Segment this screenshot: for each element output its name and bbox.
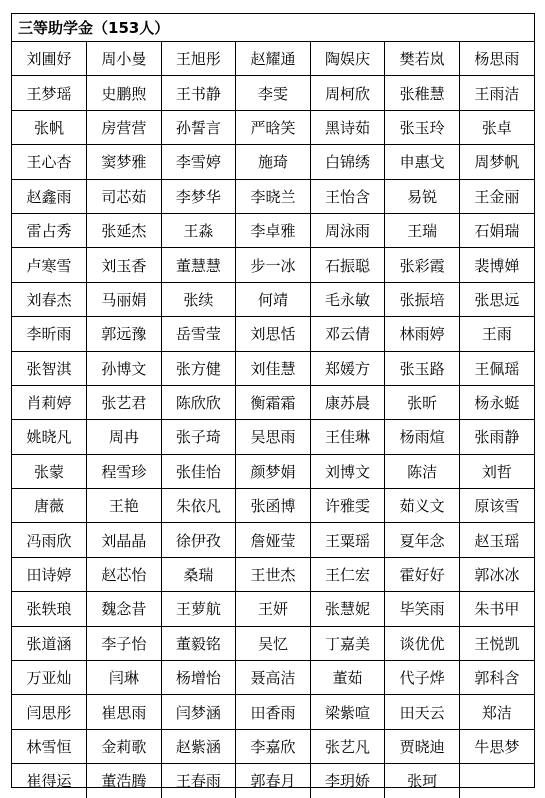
- name-cell: 赵芯怡: [87, 557, 162, 591]
- name-cell: 郑媛方: [310, 351, 385, 385]
- name-cell: 许雅雯: [310, 489, 385, 523]
- table-row: [12, 420, 534, 454]
- name-cell: 董毅铭: [161, 626, 236, 660]
- name-cell: 郭冰冰: [459, 557, 534, 591]
- name-cell: 谈优优: [385, 626, 460, 660]
- name-cell: 杨永蜓: [459, 385, 534, 419]
- table-row: [12, 592, 534, 626]
- name-cell: [459, 764, 534, 798]
- name-cell: 肖莉婷: [12, 385, 87, 419]
- table-row: [12, 661, 534, 695]
- name-cell: 霍好好: [385, 557, 460, 591]
- name-cell: 周小曼: [87, 42, 162, 76]
- name-cell: 万亚灿: [12, 661, 87, 695]
- table-row: [12, 729, 534, 763]
- name-cell: 夏年念: [385, 523, 460, 557]
- name-cell: 张卓: [459, 110, 534, 144]
- name-cell: 王萝航: [161, 592, 236, 626]
- name-cell: 李雯: [236, 76, 311, 110]
- table-row: [12, 282, 534, 316]
- name-cell: 石振聪: [310, 248, 385, 282]
- name-cell: 刘哲: [459, 454, 534, 488]
- name-cell: 李卓雅: [236, 213, 311, 247]
- name-cell: 司芯茹: [87, 179, 162, 213]
- name-cell: 李雪婷: [161, 145, 236, 179]
- name-cell: 丁嘉美: [310, 626, 385, 660]
- name-cell: 桑瑞: [161, 557, 236, 591]
- name-cell: 樊若岚: [385, 42, 460, 76]
- name-cell: 衡霜霜: [236, 385, 311, 419]
- name-cell: 刘佳慧: [236, 351, 311, 385]
- name-cell: 张轶琅: [12, 592, 87, 626]
- name-cell: 张函博: [236, 489, 311, 523]
- name-cell: 张子琦: [161, 420, 236, 454]
- name-cell: 岳雪莹: [161, 317, 236, 351]
- table-row: [12, 695, 534, 729]
- name-cell: 周梦帆: [459, 145, 534, 179]
- name-cell: 林雨婷: [385, 317, 460, 351]
- name-cell: 陈洁: [385, 454, 460, 488]
- name-cell: 杨增怡: [161, 661, 236, 695]
- award-list-table: [11, 13, 535, 791]
- name-cell: 王淼: [161, 213, 236, 247]
- table-row: [12, 213, 534, 247]
- name-cell: 梁紫喧: [310, 695, 385, 729]
- name-cell: 李子怡: [87, 626, 162, 660]
- name-cell: 崔思雨: [87, 695, 162, 729]
- name-cell: 陶娱庆: [310, 42, 385, 76]
- name-cell: 赵鑫雨: [12, 179, 87, 213]
- name-cell: 颜梦娟: [236, 454, 311, 488]
- name-cell: 王春雨: [161, 764, 236, 798]
- name-cell: 张蒙: [12, 454, 87, 488]
- name-cell: 唐薇: [12, 489, 87, 523]
- table-row: [12, 385, 534, 419]
- name-cell: 李晓兰: [236, 179, 311, 213]
- name-cell: 王雨: [459, 317, 534, 351]
- table-row: [12, 351, 534, 385]
- name-cell: 王雨洁: [459, 76, 534, 110]
- name-cell: 何靖: [236, 282, 311, 316]
- name-cell: 刘圃妤: [12, 42, 87, 76]
- table-row: [12, 42, 534, 76]
- name-cell: 王佩瑶: [459, 351, 534, 385]
- name-cell: 张稚慧: [385, 76, 460, 110]
- name-cell: 张慧妮: [310, 592, 385, 626]
- name-cell: 黑诗茹: [310, 110, 385, 144]
- name-cell: 张续: [161, 282, 236, 316]
- name-cell: 崔得运: [12, 764, 87, 798]
- table-row: [12, 110, 534, 144]
- name-cell: 闫思彤: [12, 695, 87, 729]
- name-cell: 王心杏: [12, 145, 87, 179]
- name-cell: 张艺君: [87, 385, 162, 419]
- name-cell: 周冉: [87, 420, 162, 454]
- table-title: 三等助学金（153人）: [12, 14, 534, 42]
- name-cell: 刘玉香: [87, 248, 162, 282]
- name-cell: 代子烨: [385, 661, 460, 695]
- name-cell: 杨雨煊: [385, 420, 460, 454]
- name-cell: 康苏晨: [310, 385, 385, 419]
- name-cell: 张玉路: [385, 351, 460, 385]
- name-cell: 詹娅莹: [236, 523, 311, 557]
- name-cell: 王瑞: [385, 213, 460, 247]
- name-cell: 孙誓言: [161, 110, 236, 144]
- table-row: [12, 179, 534, 213]
- name-cell: 王仁宏: [310, 557, 385, 591]
- table-row: [12, 489, 534, 523]
- name-cell: 田天云: [385, 695, 460, 729]
- name-cell: 周柯欣: [310, 76, 385, 110]
- name-cell: 金莉歌: [87, 729, 162, 763]
- name-cell: 程雪珍: [87, 454, 162, 488]
- name-cell: 房营营: [87, 110, 162, 144]
- name-cell: 步一冰: [236, 248, 311, 282]
- name-cell: 吴忆: [236, 626, 311, 660]
- name-cell: 魏念昔: [87, 592, 162, 626]
- name-cell: 雷占秀: [12, 213, 87, 247]
- names-grid: [12, 42, 534, 798]
- name-cell: 朱书甲: [459, 592, 534, 626]
- name-cell: 刘博文: [310, 454, 385, 488]
- name-cell: 毕笑雨: [385, 592, 460, 626]
- name-cell: 董慧慧: [161, 248, 236, 282]
- name-cell: 易锐: [385, 179, 460, 213]
- name-cell: 申惠戈: [385, 145, 460, 179]
- name-cell: 李梦华: [161, 179, 236, 213]
- name-cell: 张延杰: [87, 213, 162, 247]
- name-cell: 赵耀通: [236, 42, 311, 76]
- name-cell: 张道涵: [12, 626, 87, 660]
- name-cell: 张雨静: [459, 420, 534, 454]
- name-cell: 王妍: [236, 592, 311, 626]
- name-cell: 郑洁: [459, 695, 534, 729]
- name-cell: 闫梦涵: [161, 695, 236, 729]
- name-cell: 吴思雨: [236, 420, 311, 454]
- name-cell: 姚晓凡: [12, 420, 87, 454]
- name-cell: 董茹: [310, 661, 385, 695]
- name-cell: 张方健: [161, 351, 236, 385]
- name-cell: 严晗笑: [236, 110, 311, 144]
- name-cell: 王艳: [87, 489, 162, 523]
- name-cell: 陈欣欣: [161, 385, 236, 419]
- table-row: [12, 454, 534, 488]
- name-cell: 郭远豫: [87, 317, 162, 351]
- name-cell: 张思远: [459, 282, 534, 316]
- name-cell: 原该雪: [459, 489, 534, 523]
- name-cell: 刘晶晶: [87, 523, 162, 557]
- name-cell: 王金丽: [459, 179, 534, 213]
- name-cell: 王悦凯: [459, 626, 534, 660]
- name-cell: 张振培: [385, 282, 460, 316]
- table-row: [12, 248, 534, 282]
- name-cell: 董浩腾: [87, 764, 162, 798]
- name-cell: 张玉玲: [385, 110, 460, 144]
- name-cell: 郭春月: [236, 764, 311, 798]
- name-cell: 周泳雨: [310, 213, 385, 247]
- table-row: [12, 523, 534, 557]
- name-cell: 杨思雨: [459, 42, 534, 76]
- table-row: [12, 76, 534, 110]
- name-cell: 石娟瑞: [459, 213, 534, 247]
- name-cell: 张智淇: [12, 351, 87, 385]
- name-cell: 马丽娟: [87, 282, 162, 316]
- name-cell: 邓云倩: [310, 317, 385, 351]
- name-cell: 刘春杰: [12, 282, 87, 316]
- name-cell: 冯雨欣: [12, 523, 87, 557]
- name-cell: 李昕雨: [12, 317, 87, 351]
- name-cell: 白锦绣: [310, 145, 385, 179]
- name-cell: 李嘉欣: [236, 729, 311, 763]
- name-cell: 毛永敏: [310, 282, 385, 316]
- name-cell: 朱依凡: [161, 489, 236, 523]
- name-cell: 王旭彤: [161, 42, 236, 76]
- name-cell: 张帆: [12, 110, 87, 144]
- name-cell: 林雪恒: [12, 729, 87, 763]
- name-cell: 张珂: [385, 764, 460, 798]
- name-cell: 刘思恬: [236, 317, 311, 351]
- name-cell: 赵玉瑶: [459, 523, 534, 557]
- name-cell: 施琦: [236, 145, 311, 179]
- table-row: [12, 626, 534, 660]
- name-cell: 卢寒雪: [12, 248, 87, 282]
- name-cell: 牛思梦: [459, 729, 534, 763]
- name-cell: 赵紫涵: [161, 729, 236, 763]
- name-cell: 聂高洁: [236, 661, 311, 695]
- name-cell: 张艺凡: [310, 729, 385, 763]
- name-cell: 王佳琳: [310, 420, 385, 454]
- name-cell: 王世杰: [236, 557, 311, 591]
- name-cell: 田香雨: [236, 695, 311, 729]
- name-cell: 郭科含: [459, 661, 534, 695]
- name-cell: 王怡含: [310, 179, 385, 213]
- name-cell: 茹义文: [385, 489, 460, 523]
- table-row: [12, 145, 534, 179]
- table-row: [12, 317, 534, 351]
- name-cell: 孙博文: [87, 351, 162, 385]
- name-cell: 徐伊孜: [161, 523, 236, 557]
- name-cell: 闫琳: [87, 661, 162, 695]
- name-cell: 贾晓迪: [385, 729, 460, 763]
- name-cell: 王梦瑶: [12, 76, 87, 110]
- name-cell: 张昕: [385, 385, 460, 419]
- name-cell: 王书静: [161, 76, 236, 110]
- name-cell: 王粟瑶: [310, 523, 385, 557]
- name-cell: 张彩霞: [385, 248, 460, 282]
- name-cell: 张佳怡: [161, 454, 236, 488]
- name-cell: 田诗婷: [12, 557, 87, 591]
- table-row: [12, 764, 534, 798]
- table-row: [12, 557, 534, 591]
- name-cell: 窦梦雅: [87, 145, 162, 179]
- name-cell: 裴博婵: [459, 248, 534, 282]
- name-cell: 李玥娇: [310, 764, 385, 798]
- name-cell: 史鹏煦: [87, 76, 162, 110]
